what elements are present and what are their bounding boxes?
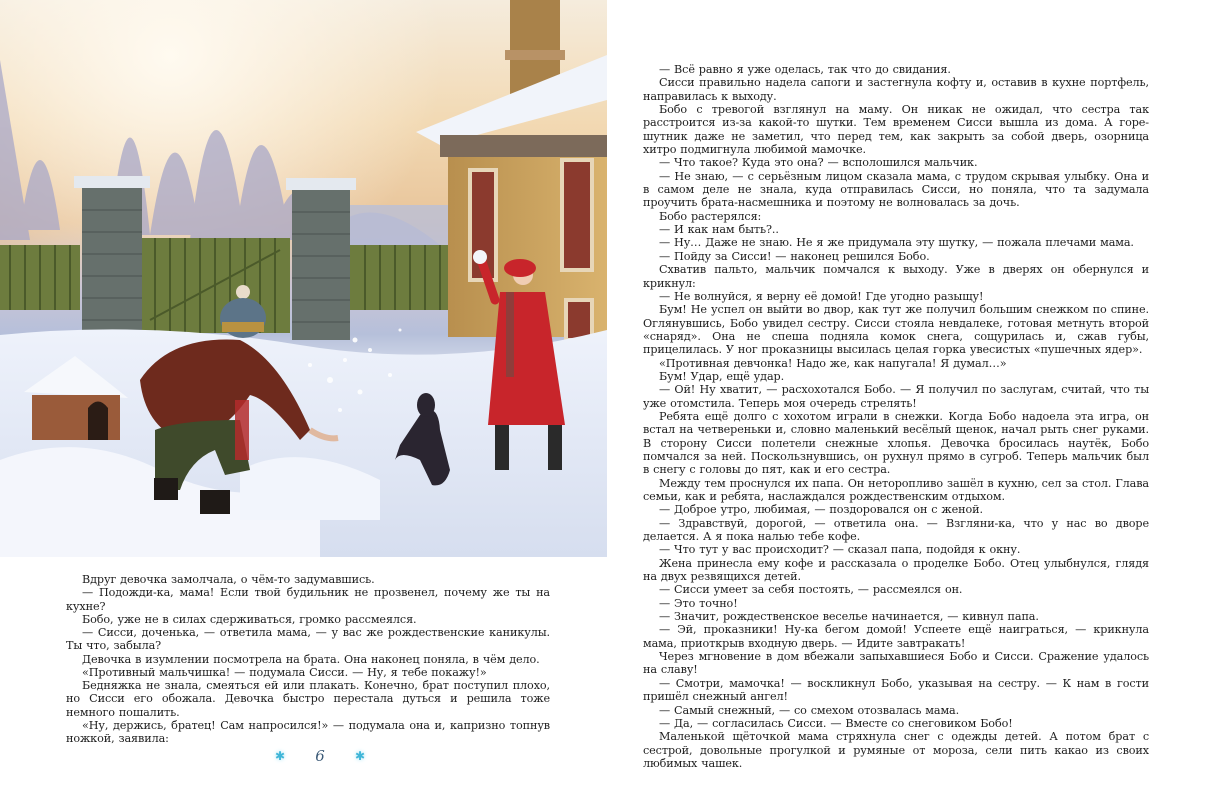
snowflake-icon: ✱ [274,749,286,763]
paragraph: «Ну, держись, братец! Сам напросился!» — подумала она и, капризно топнув ножкой, заявила: [66,718,550,745]
paragraph: — Доброе утро, любимая, — поздоровался он с женой. [659,503,983,517]
illustration-artwork [0,0,607,557]
paragraph: Жена принесла ему кофе и рассказала о проделке Бобо. Отец улыбнулся, глядя на двух резвящихся детей. [643,556,1149,584]
paragraph: — Что тут у вас происходит? — сказал папа, подойдя к окну. [659,543,1021,557]
winter-snowball-illustration [0,0,607,557]
paragraph: — Не волнуйся, я верну её домой! Где угодно разыщу! [659,289,984,303]
paragraph: — И как нам быть?.. [659,223,779,237]
paragraph: — Эй, проказники! Ну-ка бегом домой! Успеете ещё наиграться, — крикнула мама, приоткрыв входную дверь. — Идите завтракать! [643,623,1149,650]
page-number: 6 [315,747,325,765]
paragraph: — Это точно! [659,596,738,610]
paragraph: — Здравствуй, дорогой, — ответила она. — Взгляни-ка, что у нас во дворе делается. А я пока налью тебе кофе. [643,516,1149,544]
paragraph: — Сисси, доченька, — ответила мама, — у вас же рождественские каникулы. Ты что, забыла? [66,626,550,653]
snowflake-icon: ✱ [354,749,366,763]
paragraph: Ребята ещё долго с хохотом играли в снежки. Когда Бобо надоела эта игра, он встал на четвереньки и, словно маленький весёлый щенок, начал рыть снег руками. В сторону Сисси полетели снежные хлопья. Девочка бросилась наутёк, Бобо помчался за ней. Поскользнувшись, он рухнул прямо в сугроб. Теперь мальчик был в снегу с головы до пят, как и его сестра. [643,409,1149,477]
paragraph: Бобо с тревогой взглянул на маму. Он никак не ожидал, что сестра так расстроится из-за какой-то шутки. Тем временем Сисси вышла из дома. А горе-шутник даже не заметил, что перед тем, как закрыть за собой дверь, озорница хитро подмигнула любимой мамочке. [643,103,1149,157]
paragraph: — Ну… Даже не знаю. Не я же придумала эту шутку, — пожала плечами мама. [659,236,1134,250]
paragraph: Между тем проснулся их папа. Он неторопливо зашёл в кухню, сел за стол. Глава семьи, как и ребята, наслаждался рождественским отдыхом. [643,476,1149,503]
paragraph: — Всё равно я уже оделась, так что до свидания. [659,63,951,76]
paragraph: Бедняжка не знала, смеяться ей или плакать. Конечно, брат поступил плохо, но Сисси его обожала. Девочка быстро перестала дуться и решила тоже немного пошалить. [66,679,550,719]
paragraph: Схватив пальто, мальчик помчался к выходу. Уже в дверях он обернулся и крикнул: [643,263,1149,290]
paragraph: Бобо растерялся: [659,209,762,223]
left-page-text [66,573,550,745]
paragraph: — Значит, рождественское веселье начинается, — кивнул папа. [659,610,1039,624]
paragraph: Бум! Не успел он выйти во двор, как тут же получил большим снежком по спине. Оглянувшись, Бобо увидел сестру. Сисси стояла невдалеке, готовая метнуть второй «снаряд». Она не спеша подняла комок снега, сощурилась и, сжав губы, прицелилась. У ног проказницы высилась целая горка увесистых «пушечных ядер». [643,303,1149,357]
paragraph: Девочка в изумлении посмотрела на брата. Она наконец поняла, в чём дело. [82,652,540,666]
paragraph: Маленькой щёточкой мама стряхнула снег с одежды детей. А потом брат с сестрой, довольные прогулкой и румяные от мороза, сели пить какао из своих любимых чашек. [643,730,1149,770]
paragraph: — Пойду за Сисси! — наконец решился Бобо. [659,249,930,263]
page-folio [270,744,370,768]
paragraph: «Противная девчонка! Надо же, как напугала! Я думал…» [659,356,1007,370]
paragraph: Бум! Удар, ещё удар. [659,369,785,383]
paragraph: Бобо, уже не в силах сдерживаться, громко рассмеялся. [82,612,417,626]
paragraph: Сисси правильно надела сапоги и застегнула кофту и, оставив в кухне портфель, направилась к выходу. [643,76,1149,103]
paragraph: — Самый снежный, — со смехом отозвалась мама. [659,703,960,717]
right-page-text [643,63,1149,770]
paragraph: Вдруг девочка замолчала, о чём-то задумавшись. [82,573,375,586]
paragraph: — Ой! Ну хватит, — расхохотался Бобо. — Я получил по заслугам, считай, что ты уже отомстила. Теперь моя очередь стрелять! [643,383,1149,410]
paragraph: — Подожди-ка, мама! Если твой будильник не прозвенел, почему же ты на кухне? [66,586,550,613]
paragraph: «Противный мальчишка! — подумала Сисси. — Ну, я тебе покажу!» [82,665,487,679]
paragraph: — Смотри, мамочка! — воскликнул Бобо, указывая на сестру. — К нам в гости пришёл снежный ангел! [643,676,1149,704]
paragraph: — Сисси умеет за себя постоять, — рассмеялся он. [659,583,963,597]
paragraph: — Да, — согласилась Сисси. — Вместе со снеговиком Бобо! [659,716,1013,730]
paragraph: — Что такое? Куда это она? — всполошился мальчик. [659,156,978,170]
paragraph: — Не знаю, — с серьёзным лицом сказала мама, с трудом скрывая улыбку. Она и в самом деле не знала, куда отправилась Сисси, но поняла, что та задумала проучить брата-насмешника и поэтому не волновалась за дочь. [643,169,1149,210]
paragraph: Через мгновение в дом вбежали запыхавшиеся Бобо и Сисси. Сражение удалось на славу! [643,650,1149,677]
